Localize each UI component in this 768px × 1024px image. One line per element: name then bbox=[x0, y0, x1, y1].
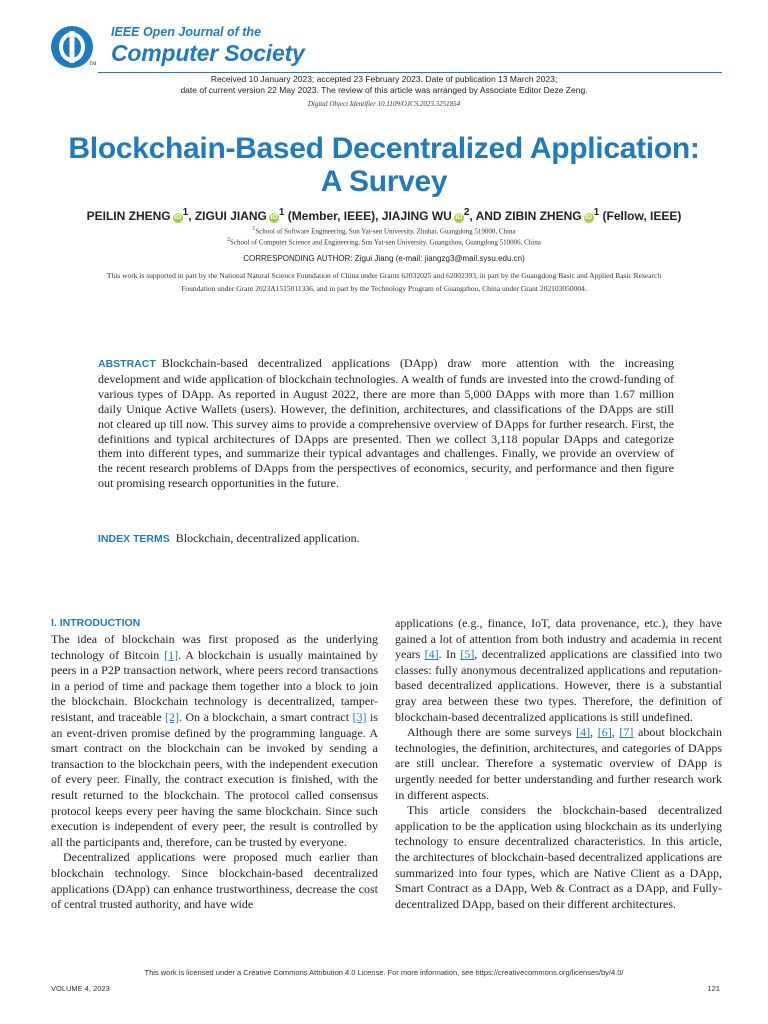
abstract bbox=[98, 356, 674, 491]
journal-name-line1: IEEE Open Journal of the bbox=[111, 25, 262, 39]
body-column-right bbox=[395, 616, 722, 912]
abstract-label: ABSTRACT bbox=[98, 358, 156, 370]
orcid-icon[interactable]: iD bbox=[174, 214, 182, 221]
citation-link[interactable]: [2] bbox=[165, 709, 179, 724]
header-rule bbox=[98, 72, 722, 73]
volume-label: VOLUME 4, 2023 bbox=[51, 984, 110, 993]
page-number: 121 bbox=[707, 984, 720, 993]
title-line1: Blockchain-Based Decentralized Application: bbox=[68, 132, 700, 165]
index-terms bbox=[98, 531, 674, 547]
author-name: , AND ZIBIN ZHENG bbox=[469, 209, 582, 223]
author-affiliation-mark: 2 bbox=[463, 207, 470, 218]
citation-link[interactable]: [1] bbox=[164, 647, 179, 662]
received-dates: Received 10 January 2023; accepted 23 February 2023. Date of publication 13 March 2023; bbox=[210, 74, 558, 84]
author-name: (Member, IEEE), JIAJING WU bbox=[284, 209, 452, 223]
author-name: PEILIN ZHENG bbox=[86, 209, 171, 223]
orcid-icon[interactable]: iD bbox=[585, 214, 593, 221]
author-name: (Fellow, IEEE) bbox=[599, 209, 682, 223]
abstract-text: Blockchain-based decentralized applications (DApp) draw more attention with the increasing development and wide application of blockchain technologies. A wealth of funds are invested into the crowd-funding of various types of DApp. As reported in August 2022, there are more than 5,000 DApps with more than 1.67 million daily Unique Active Wallets (users). However, the definition, architectures, and classifications of the DApps are still not cleared up till now. This survey aims to provide a comprehensive overview of DApps for further research. First, the definitions and typical architectures of DApps are presented. Then we collect 3,118 popular DApps and categorize them into different types, and summarize their typical advantages and challenges. Finally, we provide an overview of the recent research problems of DApps from the perspectives of economics, security, and performance and then figure out promising research opportunities in the future. bbox=[98, 356, 674, 491]
body-column-left bbox=[51, 632, 378, 913]
section-heading: I. INTRODUCTION bbox=[51, 617, 141, 629]
citation-link[interactable]: [3] bbox=[352, 709, 367, 724]
title-line2: A Survey bbox=[320, 165, 448, 198]
affiliation-number: 2 bbox=[227, 237, 231, 243]
citation-link[interactable]: [4] bbox=[576, 725, 591, 740]
license-note: This work is licensed under a Creative Commons Attribution 4.0 License. For more information, see https://creativecommons.org/licenses/by/4.0/ bbox=[144, 968, 624, 977]
author-affiliation-mark: 1 bbox=[278, 207, 285, 218]
author-affiliation-mark: 1 bbox=[182, 207, 189, 218]
affiliation-number: 1 bbox=[252, 226, 256, 232]
paragraph: Although there are some surveys [4], [6], [7] about blockchain technologies, the definition, architectures, and categories of DApps are still unclear. Therefore a systematic overview of DApp is urgently needed for better understanding and further research work in different aspects. bbox=[395, 725, 722, 802]
author-list bbox=[40, 207, 728, 223]
author-name: , ZIGUI JIANG bbox=[188, 209, 267, 223]
index-terms-text: Blockchain, decentralized application. bbox=[175, 531, 360, 545]
affiliation-text: School of Software Engineering, Sun Yat-sen University, Zhuhai, Guangdong 519000, China bbox=[255, 227, 516, 236]
paragraph: applications (e.g., finance, IoT, data provenance, etc.), they have gained a lot of attention from both industry and academia in recent years [4]. In [5], decentralized applications are classified into two classes: fully anonymous decentralized applications and reputation-based decentralized applications. However, there is a substantial gray area between these two types. Therefore, the definition of blockchain-based decentralized applications is still undefined. bbox=[395, 616, 722, 724]
doi: Digital Object Identifier 10.1109/OJCS.2023.3251854 bbox=[307, 100, 461, 108]
paragraph: This article considers the blockchain-based decentralized application to be the application using blockchain as its underlying technology to ensure decentralized characteristics. In this article, the architectures of blockchain-based decentralized applications are summarized into four types, which are Native Client as a DApp, Smart Contract as a DApp, Web & Contract as a DApp, and Fully-decentralized DApp, based on their different architectures. bbox=[395, 803, 722, 911]
ieee-computer-society-logo bbox=[50, 25, 94, 69]
paper-title bbox=[40, 132, 728, 198]
funding-note: This work is supported in part by the National Natural Science Foundation of China under Grants 62032025 and 62002393, in part by the Guangdong Basic and Applied Basic Research Foundation under Grant 2023A1515011336, and in part by the Technology Program of Guangzhou, China under Grant 202103050004. bbox=[106, 271, 662, 293]
paragraph: The idea of blockchain was first proposed as the underlying technology of Bitcoin [1]. A blockchain is usually maintained by peers in a P2P transaction network, where peers record transactions in a period of time and package them together into a block to join the blockchain. Blockchain technology is decentralized, tamper-resistant, and traceable [2]. On a blockchain, a smart contract [3] is an event-driven promise defined by the programming language. A smart contract on the blockchain can be invoked by sending a transaction to the blockchain peers, with the independent execution of every peer. Finally, the contract execution is finished, with the result returned to the blockchain. The protocol called consensus protocol keeps every peer having the same blockchain. Since such execution is independent of every peer, the result is controlled by all the participants and, therefore, can be trusted by everyone. bbox=[51, 632, 378, 849]
journal-name-line2: Computer Society bbox=[111, 40, 305, 66]
orcid-icon[interactable]: iD bbox=[455, 214, 463, 221]
corresponding-author: CORRESPONDING AUTHOR: Zigui Jiang (e-mail: jiangzg3@mail.sysu.edu.cn) bbox=[243, 254, 525, 263]
author-affiliation-mark: 1 bbox=[593, 207, 600, 218]
trademark-mark: TM bbox=[89, 62, 97, 67]
review-note: date of current version 22 May 2023. The review of this article was arranged by Associate Editor Deze Zeng. bbox=[180, 85, 588, 95]
citation-link[interactable]: [7] bbox=[619, 725, 634, 740]
citation-link[interactable]: [6] bbox=[597, 725, 612, 740]
affiliation-text: School of Computer Science and Engineering, Sun Yat-sen University, Guangzhou, Guangdong 510006, China bbox=[230, 238, 541, 247]
affiliation-2 bbox=[40, 237, 728, 246]
paragraph: Decentralized applications were proposed much earlier than blockchain technology. Since blockchain-based decentralized applications (DApp) can enhance trustworthiness, decrease the cost of central trusted authority, and have wide bbox=[51, 850, 378, 912]
orcid-icon[interactable]: iD bbox=[270, 214, 278, 221]
citation-link[interactable]: [4] bbox=[424, 647, 439, 662]
citation-link[interactable]: [5] bbox=[460, 647, 475, 662]
affiliation-1 bbox=[40, 226, 728, 235]
index-terms-label: INDEX TERMS bbox=[98, 533, 170, 545]
